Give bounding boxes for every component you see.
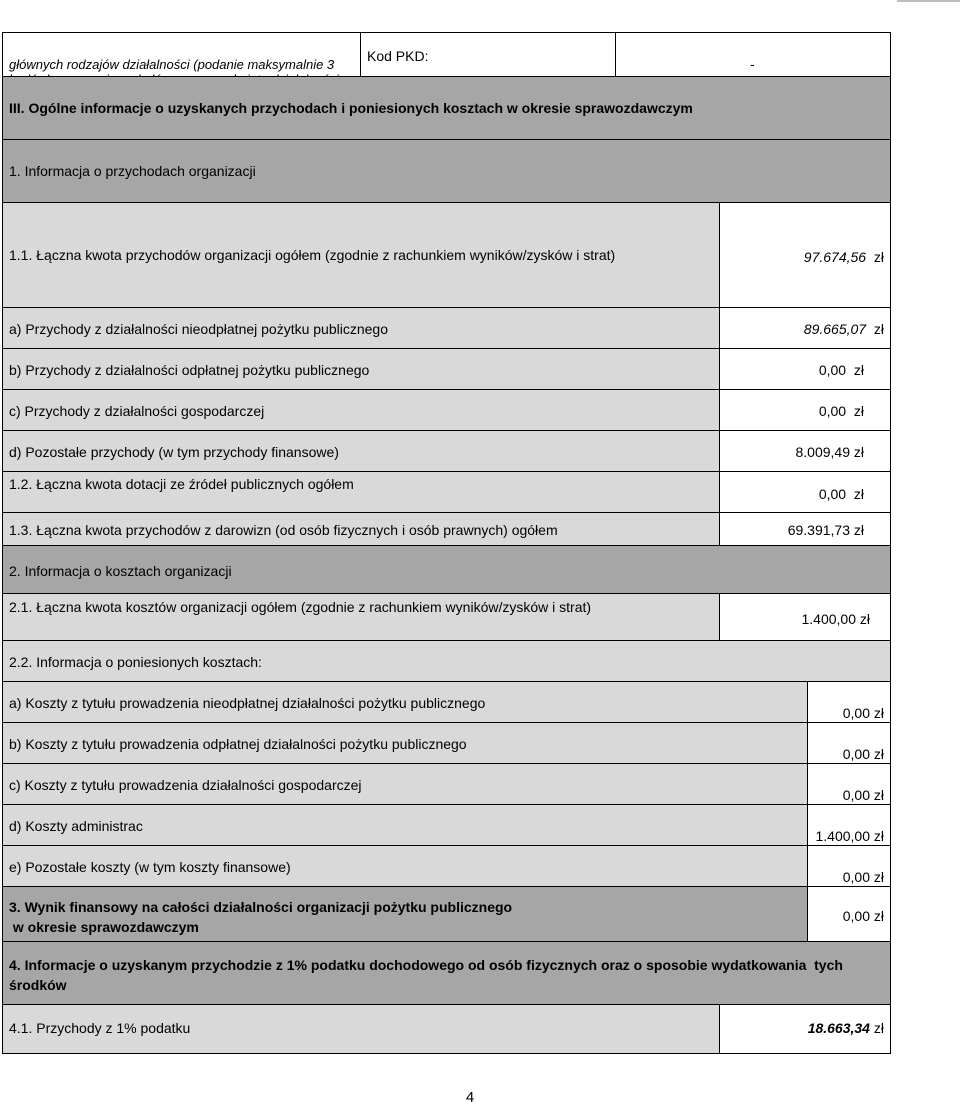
total-income-value-cell — [719, 202, 891, 308]
income-item-c-value — [819, 402, 864, 420]
one-percent-income-value — [808, 1019, 884, 1037]
total-income-value — [804, 248, 884, 266]
financial-result-cell — [2, 886, 808, 942]
cost-item-b-value: 0,00 zł — [842, 746, 884, 762]
income-item-b-label: b) Przychody z działalności odpłatnej pożytku publicznego — [9, 362, 370, 378]
income-item-c-value-cell — [719, 389, 891, 431]
income-item-d-cell — [2, 430, 720, 472]
total-costs-label-cell — [2, 593, 720, 641]
costs-section-header — [2, 545, 891, 594]
financial-result-value: 0,00 zł — [842, 908, 884, 924]
one-percent-title-line1: 4. Informacje o uzyskanym przychodzie z 1% podatku dochodowego od osób fizycznych oraz o sposobie wydatkowania tych — [9, 957, 843, 973]
cost-item-d-value: 1.400,00 zł — [815, 828, 884, 844]
grants-currency: zł — [853, 486, 864, 502]
one-percent-section-header — [2, 941, 891, 1005]
one-percent-income-label: 4.1. Przychody z 1% podatku — [9, 1020, 191, 1036]
page-number: 4 — [465, 1089, 475, 1106]
kod-pkd-value-cell — [615, 32, 891, 78]
cost-item-c-label: c) Koszty z tytułu prowadzenia działalności gospodarczej — [9, 777, 362, 793]
income-item-d-label: d) Pozostałe przychody (w tym przychody finansowe) — [9, 444, 339, 460]
income-item-a-label: a) Przychody z działalności nieodpłatnej pożytku publicznego — [9, 321, 388, 337]
cost-item-c-value: 0,00 zł — [842, 787, 884, 803]
income-item-b-value — [819, 361, 864, 379]
donations-label: 1.3. Łączna kwota przychodów z darowizn (od osób fizycznych i osób prawnych) ogółem — [9, 522, 558, 538]
income-item-d-value: 8.009,49 zł — [795, 444, 864, 460]
grants-amount: 0,00 — [818, 486, 847, 502]
costs-detail-header — [2, 640, 891, 682]
income-section-title: 1. Informacja o przychodach organizacji — [9, 163, 256, 179]
income-item-c-currency: zł — [853, 403, 864, 419]
cost-item-c-value-cell — [807, 763, 891, 805]
cost-item-b-cell — [2, 722, 808, 764]
income-item-b-value-cell — [719, 348, 891, 390]
income-item-a-value-cell — [719, 307, 891, 349]
cost-item-a-label: a) Koszty z tytułu prowadzenia nieodpłatnej działalności pożytku publicznego — [9, 695, 486, 711]
cost-item-e-cell — [2, 845, 808, 887]
one-percent-income-value-cell — [719, 1004, 891, 1054]
income-item-c-label: c) Przychody z działalności gospodarczej — [9, 403, 265, 419]
financial-result-label-line1: 3. Wynik finansowy na całości działalności organizacji pożytku publicznego — [9, 899, 513, 915]
cost-item-e-value-cell — [807, 845, 891, 887]
income-item-b-currency: zł — [853, 362, 864, 378]
income-item-a-cell — [2, 307, 720, 349]
cost-item-a-cell — [2, 681, 808, 723]
one-percent-income-currency: zł — [873, 1020, 884, 1036]
one-percent-income-amount: 18.663,34 — [807, 1020, 870, 1036]
one-percent-title-line2: środków — [9, 977, 67, 993]
total-costs-label: 2.1. Łączna kwota kosztów organizacji ogółem (zgodnie z rachunkiem wyników/zysków i strat) — [9, 599, 592, 615]
income-item-c-amount: 0,00 — [818, 403, 847, 419]
activities-note-cell — [2, 32, 362, 78]
section-iii-title: III. Ogólne informacje o uzyskanych przychodach i poniesionych kosztach w okresie sprawozdawczym — [9, 100, 693, 116]
cost-item-a-value-cell — [807, 681, 891, 723]
financial-result-value-cell — [807, 886, 891, 942]
kod-pkd-label: Kod PKD: — [367, 48, 429, 64]
cost-item-d-label: d) Koszty administrac — [9, 818, 143, 834]
income-item-b-amount: 0,00 — [818, 362, 847, 378]
kod-pkd-value: - — [750, 56, 755, 72]
total-costs-value: 1.400,00 zł — [801, 611, 870, 627]
grants-cell — [2, 471, 720, 513]
donations-value: 69.391,73 zł — [787, 522, 864, 538]
cost-item-e-label: e) Pozostałe koszty (w tym koszty finansowe) — [9, 859, 291, 875]
income-item-a-amount: 89.665,07 — [803, 321, 867, 337]
income-section-header — [2, 139, 891, 203]
financial-result-label-line2: w okresie sprawozdawczym — [9, 919, 199, 935]
total-income-label: 1.1. Łączna kwota przychodów organizacji ogółem (zgodnie z rachunkiem wyników/zysków i strat) — [9, 247, 616, 263]
grants-value-cell — [719, 471, 891, 513]
income-item-a-currency: zł — [873, 321, 884, 337]
grants-label: 1.2. Łączna kwota dotacji ze źródeł publicznych ogółem — [9, 476, 354, 492]
cost-item-d-value-cell — [807, 804, 891, 846]
activities-note-line1: głównych rodzajów działalności (podanie maksymalnie 3 — [9, 57, 335, 72]
costs-section-title: 2. Informacja o kosztach organizacji — [9, 563, 232, 579]
income-item-c-cell — [2, 389, 720, 431]
costs-detail-title: 2.2. Informacja o poniesionych kosztach: — [9, 654, 262, 670]
kod-pkd-cell — [360, 32, 616, 78]
cost-item-b-label: b) Koszty z tytułu prowadzenia odpłatnej działalności pożytku publicznego — [9, 736, 467, 752]
section-iii-header — [2, 76, 891, 140]
grants-value — [819, 485, 864, 503]
income-item-b-cell — [2, 348, 720, 390]
cost-item-a-value: 0,00 zł — [842, 705, 884, 721]
cost-item-d-cell — [2, 804, 808, 846]
total-income-amount: 97.674,56 — [803, 249, 867, 265]
total-income-label-cell — [2, 202, 720, 308]
cost-item-c-cell — [2, 763, 808, 805]
cost-item-e-value: 0,00 zł — [842, 869, 884, 885]
income-item-a-value — [804, 320, 884, 338]
cost-item-b-value-cell — [807, 722, 891, 764]
income-item-d-value-cell — [719, 430, 891, 472]
top-edge-line — [897, 0, 960, 2]
one-percent-income-cell — [2, 1004, 720, 1054]
donations-value-cell — [719, 512, 891, 546]
donations-cell — [2, 512, 720, 546]
total-costs-value-cell — [719, 593, 891, 641]
total-income-currency: zł — [873, 249, 884, 265]
